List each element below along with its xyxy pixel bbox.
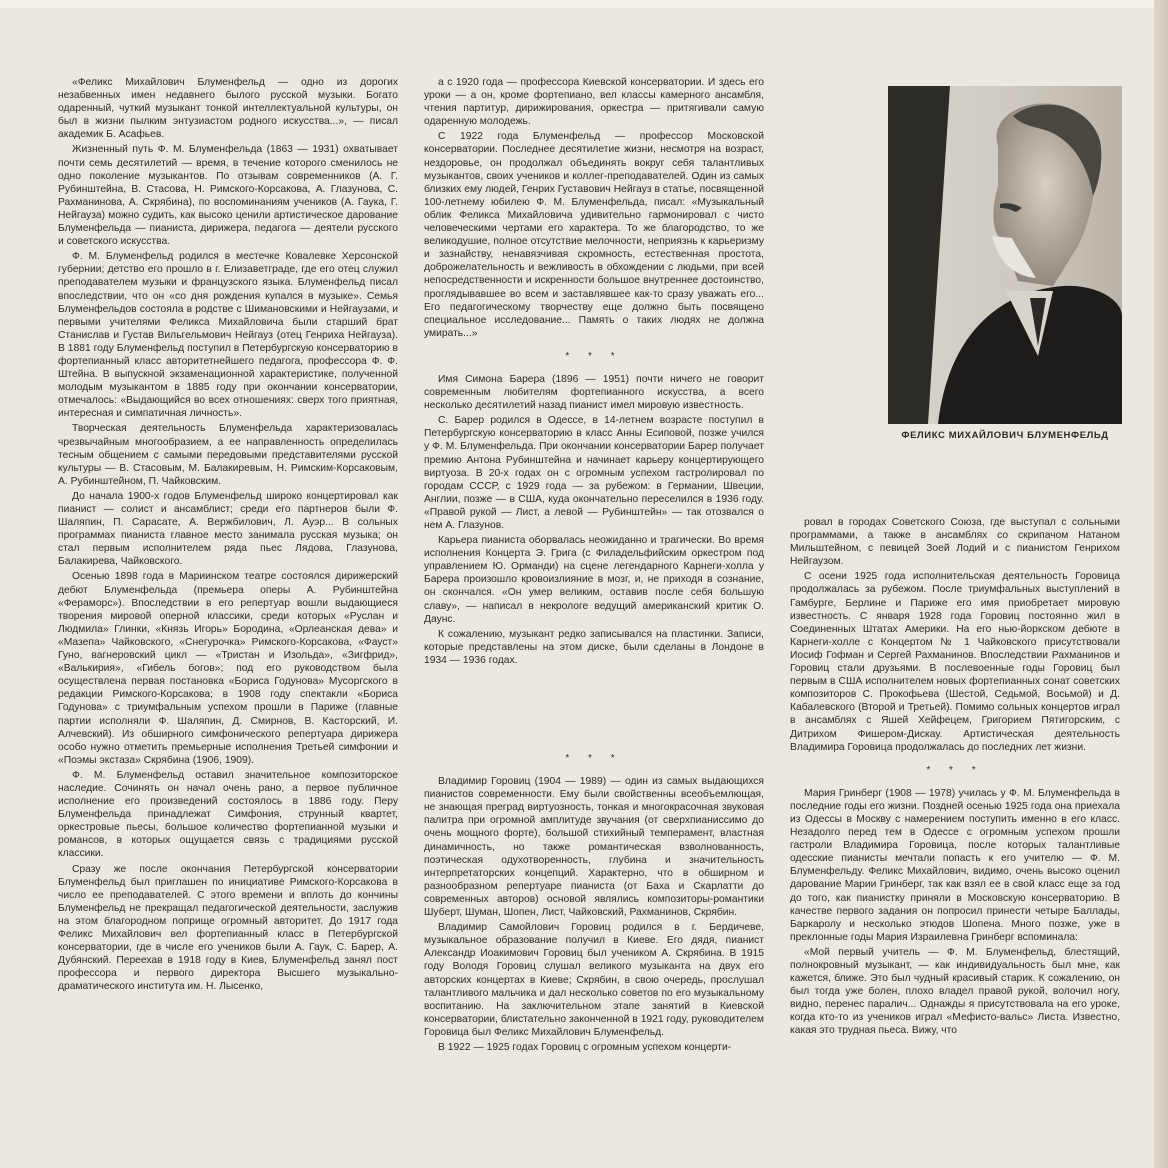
paragraph: Осенью 1898 года в Мариинском театре состоялся дирижерский дебют Блуменфельда (премьера оперы А. Рубинштейна «Фераморс»). Впоследствии в его репертуар вошли выдающиеся творения мировой оперной классики, среди которых «Руслан и Людмила» Глинки, «Князь Игорь» Бородина, «Орлеанская дева» и «Мазепа» Чайковского, «Снегурочка» Римского-Корсакова, «Фауст» Гуно, вагнеровский цикл — «Тристан и Изольда», «Зигфрид», «Валькирия», «Гибель богов»; под его руководством была осуществлена первая постановка «Бориса Годунова» Мусоргского в редакции Римского-Корсакова; в 1908 году спектакли «Бориса Годунова» с триумфальным успехом прошли в Париже (главные партии исполняли Ф. Шаляпин, Д. Смирнов, В. Касторский, И. Алчевский). Из обширного симфонического репертуара дирижера особо нужно отметить премьерные исполнения Третьей симфонии и «Поэмы экстаза» Скрябина (1906, 1909).: [58, 571, 398, 766]
paragraph: ровал в городах Советского Союза, где выступал с сольными программами, а также в ансамблях со скрипачом Натаном Мильштейном, с певицей Зоей Лодий и с пианистом Генрихом Нейгаузом.: [790, 517, 1120, 568]
paragraph: Жизненный путь Ф. М. Блуменфельда (1863 — 1931) охватывает почти семь десятилетий — время, в течение которого сменилось не одно поколение музыкантов. По отзывам современников (А. Г. Рубинштейна, В. Стасова, Н. Римского-Корсакова, А. Глазунова, С. Рахманинова, А. Скрябина), по воспоминаниям учеников (А. Гаука, Г. Нейгауза) можно судить, как высоко ценили артистическое дарование Блуменфельда — пианиста, дирижера, педагога — деятели русского и советского искусства.: [58, 144, 398, 248]
paragraph: Ф. М. Блуменфельд оставил значительное композиторское наследие. Сочинять он начал очень рано, а первое публичное исполнение его произведений состоялось в 1886 году. Перу Блуменфельда принадлежат Симфония, струнный квартет, оркестровые пьесы, большое количество фортепианной музыки и романсов, в которых ощущается связь с традициями русской классики.: [58, 769, 398, 860]
text-column-2-lower: [424, 742, 764, 1054]
paragraph: «Феликс Михайлович Блуменфельд — одно из дорогих незабвенных имен недавнего былого русской музыки. Богато одаренный, чуткий музыкант тонкой интеллектуальной культуры, он был в жизни пылким энтузиастом родного искусства...», — писал академик Б. Асафьев.: [58, 77, 398, 141]
text-column-1: [58, 76, 398, 993]
paragraph: Владимир Самойлович Горовиц родился в г. Бердичеве, музыкальное образование получил в Киеве. Его дядя, пианист Александр Иоакимович Горовиц был учеником А. Скрябина. В 1915 году Володя Горовиц слушал великого музыканта на двух его авторских концертах в Киеве; Скрябин, в свою очередь, прослушал талантливого мальчика и дал несколько советов по его музыкальному воспитанию. На заключительном этапе занятий в Киевской консерватории, блистательно законченной в 1921 году, руководителем Горовица был Феликс Михайлович Блуменфельд.: [424, 922, 764, 1038]
portrait-illustration: [888, 86, 1122, 424]
page-top-edge: [0, 0, 1168, 8]
paragraph: С 1922 года Блуменфельд — профессор Московской консерватории. Последнее десятилетие жизни, несмотря на возраст, нездоровье, он продолжал объединять вокруг себя талантливых музыкантов, своих учеников и коллег-преподавателей. Один из самых близких ему людей, Генрих Густавович Нейгауз в статье, посвященной 100-летнему юбилею Ф. М. Блуменфельда, писал: «Музыкальный облик Феликса Михайловича удивительно гармонировал с чисто человеческими чертами его характера. То же благородство, то же великодушие, полное отсутствие мелочности, неприязнь к карьеризму и зазнайству, ненавязчивая скромность, естественная простота, доброжелательность и вежливость в обхождении с людьми, при всей непосредственности и искренности большое внутреннее достоинство, проглядывавшее во всем и заставлявшее как-то сразу уважать его... Его педагогическому творчеству еще должно быть посвящено специальное исследование... Память о таких людях не должна умирать...»: [424, 131, 764, 339]
paragraph: Ф. М. Блуменфельд родился в местечке Ковалевке Херсонской губернии; детство его прошло в г. Елизаветграде, где его отец служил преподавателем музыки и французского языка. Блуменфельд писал впоследствии, что он «со дня рождения купался в музыке». Семья Блуменфельдов состояла в родстве с Шимановскими и Нейгаузами, и первыми учителями Феликса Михайловича были старший брат Станислав и Густав Вильгельмович Нейгауз (отец Генриха Нейгауза). В 1881 году Блуменфельд поступил в Петербургскую консерваторию в фортепианный класс авторитетнейшего педагога, профессора Ф. Ф. Штейна. В выпускной экзаменационной характеристике, полученной молодым музыкантом в 1885 году при окончании консерватории, отмечалось: «Выдающийся во всех отношениях: сверх того приятная, интересная и симпатичная личность».: [58, 251, 398, 420]
paragraph: а с 1920 года — профессора Киевской консерватории. И здесь его уроки — а он, кроме фортепиано, вел классы камерного ансамбля, чтения партитур, дирижирования, оркестра — притягивали самую одаренную молодежь.: [424, 77, 764, 128]
paragraph: До начала 1900-х годов Блуменфельд широко концертировал как пианист — солист и ансамблист; среди его партнеров были Ф. Шаляпин, П. Сарасате, А. Вержбилович, Л. Ауэр... В сольных программах пианиста главное место занимала русская музыка; он стал первым исполнителем ряда пьес Лядова, Глазунова, Балакирева, Чайковского.: [58, 490, 398, 568]
text-column-2: [424, 76, 764, 667]
section-separator: * * *: [565, 753, 623, 764]
page-right-edge: [1154, 0, 1168, 1168]
paragraph: Карьера пианиста оборвалась неожиданно и трагически. Во время исполнения Концерта Э. Грига (с Филадельфийским оркестром под управлением Ю. Орманди) на сцене легендарного Карнеги-холла у Барера произошло кровоизлияние в мозг, и, не приходя в сознание, он скончался. «Он умер великим, оставив после себя большую славу», — написал в некрологе ведущий американский критик О. Даунс.: [424, 535, 764, 625]
paragraph: Творческая деятельность Блуменфельда характеризовалась чрезвычайным многообразием, а ее направленность определилась тесным общением с самыми передовыми представителями русской культуры — В. Стасовым, М. Балакиревым, Н. Римским-Корсаковым, А. Рубинштейном, П. Чайковским.: [58, 423, 398, 487]
paragraph: С осени 1925 года исполнительская деятельность Горовица продолжалась за рубежом. После триумфальных выступлений в Гамбурге, Берлине и Париже его имя приобретает мировую известность. С января 1928 года Горовиц постоянно жил в Соединенных Штатах Америки. На его нью-йоркском дебюте в Карнеги-холле с Концертом № 1 Чайковского присутствовали Иосиф Гофман и Сергей Рахманинов. Впоследствии Рахманинов и Горовиц стали друзьями. В послевоенные годы Горовиц был первым в США исполнителем новых фортепианных сонат советских композиторов С. Прокофьева (Шестой, Седьмой, Восьмой) и Д. Кабалевского (Второй и Третьей). Помимо сольных концертов играл в ансамблях с Яшей Хейфецем, Григорием Пятигорским, с Дитрихом Фишером-Дискау. Артистическая деятельность Владимира Горовица продолжалась до последних лет жизни.: [790, 571, 1120, 753]
paragraph: В 1922 — 1925 годах Горовиц с огромным успехом концерти-: [438, 1041, 732, 1053]
paragraph: Имя Симона Барера (1896 — 1951) почти ничего не говорит современным любителям фортепианного искусства, а всего несколько десятилетий назад пианист имел мировую известность.: [424, 373, 764, 412]
section-separator: * * *: [926, 764, 984, 776]
paragraph: Владимир Горовиц (1904 — 1989) — один из самых выдающихся пианистов современности. Ему были свойственны всеобъемлющая, не знающая преград виртуозность, тонкая и многокрасочная звуковая палитра при огромной амплитуде звучания (от сверхпианиссимо до очень мощного форте), большой стихийный темперамент, властная динамичность, но также романтическая взволнованность, поэтическая одухотворенность, глубина и значительность интерпретаторских концепций. Характерно, что в обширном и разнообразном репертуаре пианиста (от Баха и Скарлатти до современных авторов) основой являлись композиторы-романтики Шуберт, Шуман, Шопен, Лист, Чайковский, Рахманинов, Скрябин.: [424, 776, 764, 919]
paragraph: Мария Гринберг (1908 — 1978) училась у Ф. М. Блуменфельда в последние годы его жизни. Поздней осенью 1925 года она приехала из Одессы в Москву с намерением поступить именно в его класс. Незадолго перед тем в Одессе с огромным успехом прошли гастроли Владимира Горовица, после которых талантливые одесские пианисты мечтали попасть к его учителю — Ф. М. Блуменфельду. Феликс Михайлович, видимо, очень высоко оценил дарование Марии Гринберг, так как взял ее в свой класс еще за год до того, как пианистку приняли в Московскую консерваторию. В качестве первого задания он попросил принести четыре Баллады, Баркаролу и несколько этюдов Шопена. Много позже, уже в преклонные годы Мария Израилевна Гринберг вспоминала:: [790, 787, 1120, 943]
paragraph: К сожалению, музыкант редко записывался на пластинки. Записи, которые представлены на этом диске, были сделаны в Лондоне в 1934 — 1936 годах.: [424, 628, 764, 666]
paragraph: Сразу же после окончания Петербургской консерватории Блуменфельд был приглашен по инициативе Римского-Корсакова в число ее преподавателей. С этого времени и вплоть до кончины Блуменфельд не прекращал педагогической деятельности, заслужив на этом благородном поприще огромный авторитет. До 1917 года Феликс Михайлович вел фортепианный класс в Петербургской консерватории, где в числе его учеников были А. Гаук, С. Барер, А. Дубянский. Переехав в 1918 году в Киев, Блуменфельд занял пост профессора и первого директора Высшего музыкально-драматического института им. Н. Лысенко,: [58, 863, 398, 993]
text-column-3: [790, 516, 1120, 1038]
section-separator: * * *: [565, 350, 623, 362]
portrait-photo: [888, 86, 1122, 424]
portrait-caption: ФЕЛИКС МИХАЙЛОВИЧ БЛУМЕНФЕЛЬД: [901, 430, 1109, 441]
paragraph: «Мой первый учитель — Ф. М. Блуменфельд, блестящий, полнокровный музыкант, — как индивидуальность был мне, как кажется, ближе. Это был чудный красивый старик. К сожалению, он был тогда уже болен, плохо владел правой рукой, волочил ногу, видно, перенес паралич... Однажды я присутствовала на его уроке, когда кто-то из учеников играл «Мефисто-вальс» Листа. Известно, какая это трудная пьеса. Вижу, что: [790, 946, 1120, 1037]
paragraph: С. Барер родился в Одессе, в 14-летнем возрасте поступил в Петербургскую консерваторию в класс Анны Есиповой, позже учился у Ф. М. Блуменфельда. При окончании консерватории Барер получает премию Антона Рубинштейна и начинает карьеру концертирующего виртуоза. В 20-х годах он с огромным успехом гастролировал по городам СССР, с 1929 года — за рубежом: в Германии, Швеции, Англии, позже — в США, куда окончательно переселился в 1936 году. «Правой рукой — Лист, а левой — Рубинштейн» — так отозвался о нем А. Глазунов.: [424, 415, 764, 531]
